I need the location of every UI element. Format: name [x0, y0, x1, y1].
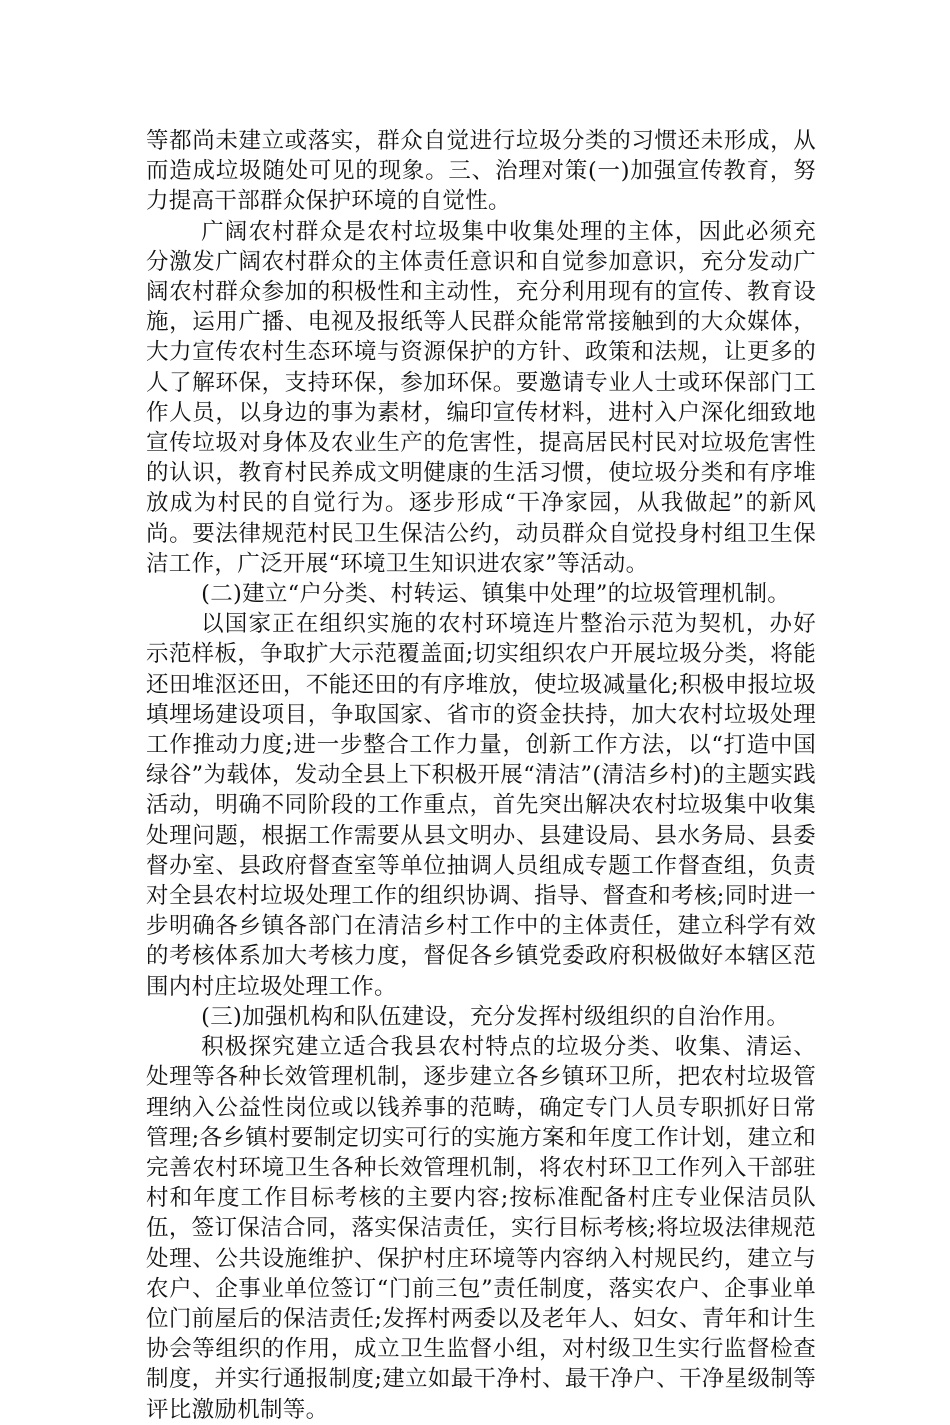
paragraph-mechanism: 以国家正在组织实施的农村环境连片整治示范为契机，办好示范样板，争取扩大示范覆盖面;切实组织农户开展垃圾分类，将能还田堆沤还田，不能还田的有序堆放，使垃圾减量化;积极申报垃圾填埋场建设项目，争取国家、省市的资金扶持，加大农村垃圾处理工作推动力度;进一步整合工作力量，创新工作方法，以“打造中国绿谷”为载体，发动全县上下积极开展“清洁”(清洁乡村)的主题实践活动，明确不同阶段的工作重点，首先突出解决农村垃圾集中收集处理问题，根据工作需要从县文明办、县建设局、县水务局、县委督办室、县政府督查室等单位抽调人员组成专题工作督查组，负责对全县农村垃圾处理工作的组织协调、指导、督查和考核;同时进一步明确各乡镇各部门在清洁乡村工作中的主体责任，建立科学有效的考核体系加大考核力度，督促各乡镇党委政府积极做好本辖区范围内村庄垃圾处理工作。 [146, 611, 816, 1000]
document-body [146, 126, 816, 1425]
paragraph-publicity: 广阔农村群众是农村垃圾集中收集处理的主体，因此必须充分激发广阔农村群众的主体责任意识和自觉参加意识，充分发动广阔农村群众参加的积极性和主动性，充分利用现有的宣传、教育设施，运用广播、电视及报纸等人民群众能常常接触到的大众媒体，大力宣传农村生态环境与资源保护的方针、政策和法规，让更多的人了解环保，支持环保，参加环保。要邀请专业人士或环保部门工作人员，以身边的事为素材，编印宣传材料，进村入户深化细致地宣传垃圾对身体及农业生产的危害性，提高居民村民对垃圾危害性的认识，教育村民养成文明健康的生活习惯，使垃圾分类和有序堆放成为村民的自觉行为。逐步形成“干净家园，从我做起”的新风尚。要法律规范村民卫生保洁公约，动员群众自觉投身村组卫生保洁工作，广泛开展“环境卫生知识进农家”等活动。 [146, 218, 816, 577]
section-heading-mechanism: (二)建立“户分类、村转运、镇集中处理”的垃圾管理机制。 [201, 581, 791, 608]
paragraph-intro: 等都尚未建立或落实，群众自觉进行垃圾分类的习惯还未形成，从而造成垃圾随处可见的现象。三、治理对策(一)加强宣传教育，努力提高干部群众保护环境的自觉性。 [146, 128, 816, 215]
section-heading-organization: (三)加强机构和队伍建设，充分发挥村级组织的自治作用。 [201, 1003, 790, 1030]
paragraph-organization: 积极探究建立适合我县农村特点的垃圾分类、收集、清运、处理等各种长效管理机制，逐步建立各乡镇环卫所，把农村垃圾管理纳入公益性岗位或以钱养事的范畴，确定专门人员专职抓好日常管理;各乡镇村要制定切实可行的实施方案和年度工作计划，建立和完善农村环境卫生各种长效管理机制，将农村环卫工作列入干部驻村和年度工作目标考核的主要内容;按标准配备村庄专业保洁员队伍，签订保洁合同，落实保洁责任，实行目标考核;将垃圾法律规范处理、公共设施维护、保护村庄环境等内容纳入村规民约，建立与农户、企事业单位签订“门前三包”责任制度，落实农户、企事业单位门前屋后的保洁责任;发挥村两委以及老年人、妇女、青年和计生协会等组织的作用，成立卫生监督小组，对村级卫生实行监督检查制度，并实行通报制度;建立如最干净村、最干净户、干净星级制等评比激励机制等。 [146, 1034, 816, 1423]
